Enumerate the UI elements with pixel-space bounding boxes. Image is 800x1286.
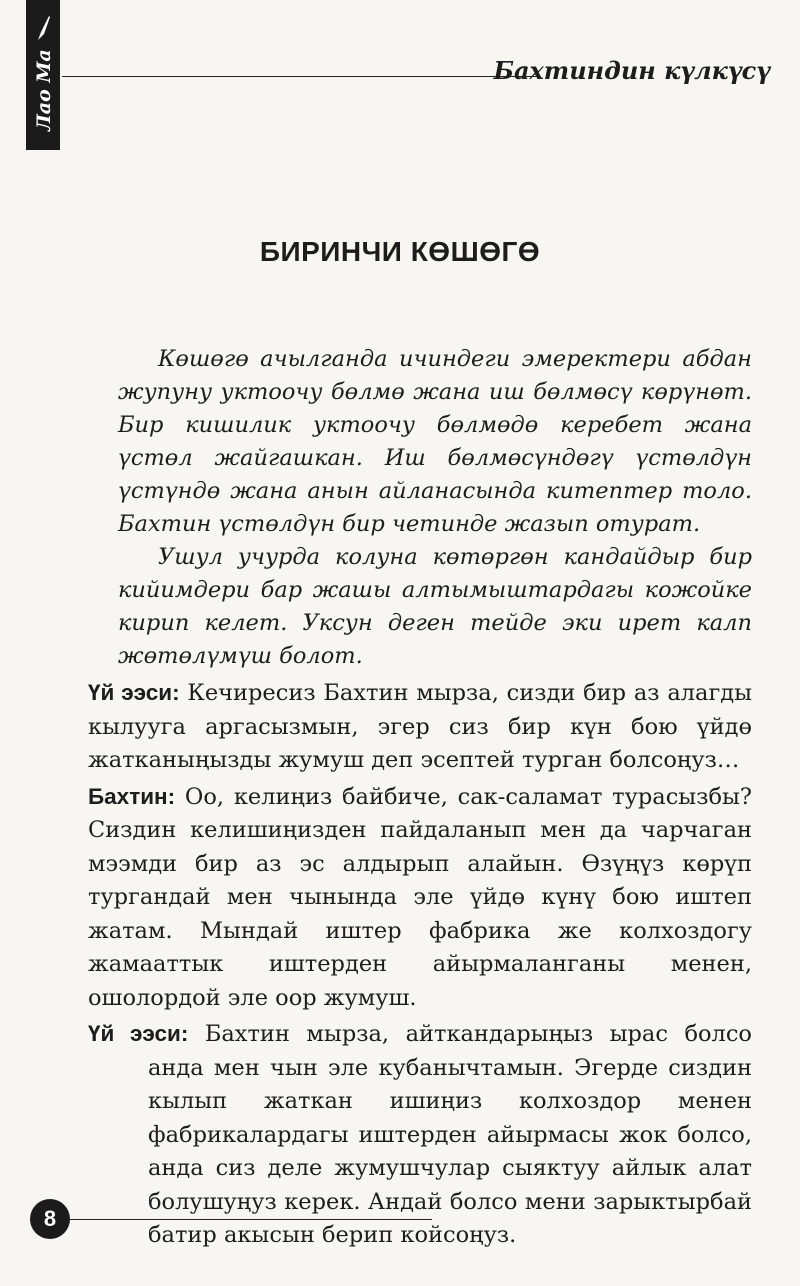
author-tab xyxy=(26,0,60,150)
dialogue-turn xyxy=(88,780,752,1016)
author-name: Лао Ма xyxy=(33,49,55,131)
stage-direction-paragraph: Көшөгө ачылганда ичиндеги эмеректери абдан жупуну уктоочу бөлмө жана иш бөлмөсү көрүнөт. Бир кишилик уктоочу бөлмөдө керебет жана үстөл жайгашкан. Иш бөлмөсүндөгү үстөлдүн үстүндө жана анын айланасында китептер толо. Бахтин үстөлдүн бир четинде жазып отурат. xyxy=(118,346,752,537)
chapter-title: БИРИНЧИ КӨШӨГӨ xyxy=(259,236,541,267)
speaker-name: Үй ээси: xyxy=(88,680,180,705)
dialogue-turn xyxy=(88,676,752,778)
running-header-title: Бахтиндин күлкүсү xyxy=(493,56,770,85)
dialogue-text: Кечиресиз Бахтин мырза, сизди бир аз алагды кылууга аргасызмын, эгер сиз бир күн бою үйдө жатканыңызды жумуш деп эсептей турган болсоңуз… xyxy=(88,680,752,773)
dialogue-turn xyxy=(88,1017,752,1253)
dialogue-text: Оо, келиңиз байбиче, сак-саламат турасызбы? Сиздин келишиңизден пайдаланып мен да чарчаган мээмди бир аз эс алдырып алайын. Өзүңүз көрүп тургандай мен чынында эле үйдө күнү бою иштеп жатам. Мындай иштер фабрика же колхоздогу жамааттык иштерден айырмаланганы менен, ошолордой эле оор жумуш. xyxy=(88,783,752,1011)
header-rule xyxy=(62,76,538,77)
stage-directions xyxy=(118,343,752,673)
pen-nib-icon xyxy=(35,14,51,42)
speaker-name: Бахтин: xyxy=(88,783,176,809)
speaker-name: Үй ээси: xyxy=(88,1021,189,1046)
dialogue-text: Бахтин мырза, айткандарыңыз ырас болсо анда мен чын эле кубанычтамын. Эгерде сиздин кылып жаткан ишиңиз колхоздор менен фабрикалардагы иштерден айырмасы жок болсо, анда сиз деле жумушчулар сыяктуу айлык алат болушуңуз керек. Андай болсо мени зарыктырбай батир акысын берип койсоңуз. xyxy=(148,1021,752,1248)
page-number-badge: 8 xyxy=(30,1199,70,1239)
stage-direction-paragraph: Ушул учурда колуна көтөргөн кандайдыр бир кийимдери бар жашы алтымыштардагы кожойке кирип келет. Уксун деген тейде эки ирет калп жөтөлүмүш болот. xyxy=(118,544,752,669)
footer-rule xyxy=(70,1219,432,1220)
dialogue xyxy=(88,676,752,1255)
